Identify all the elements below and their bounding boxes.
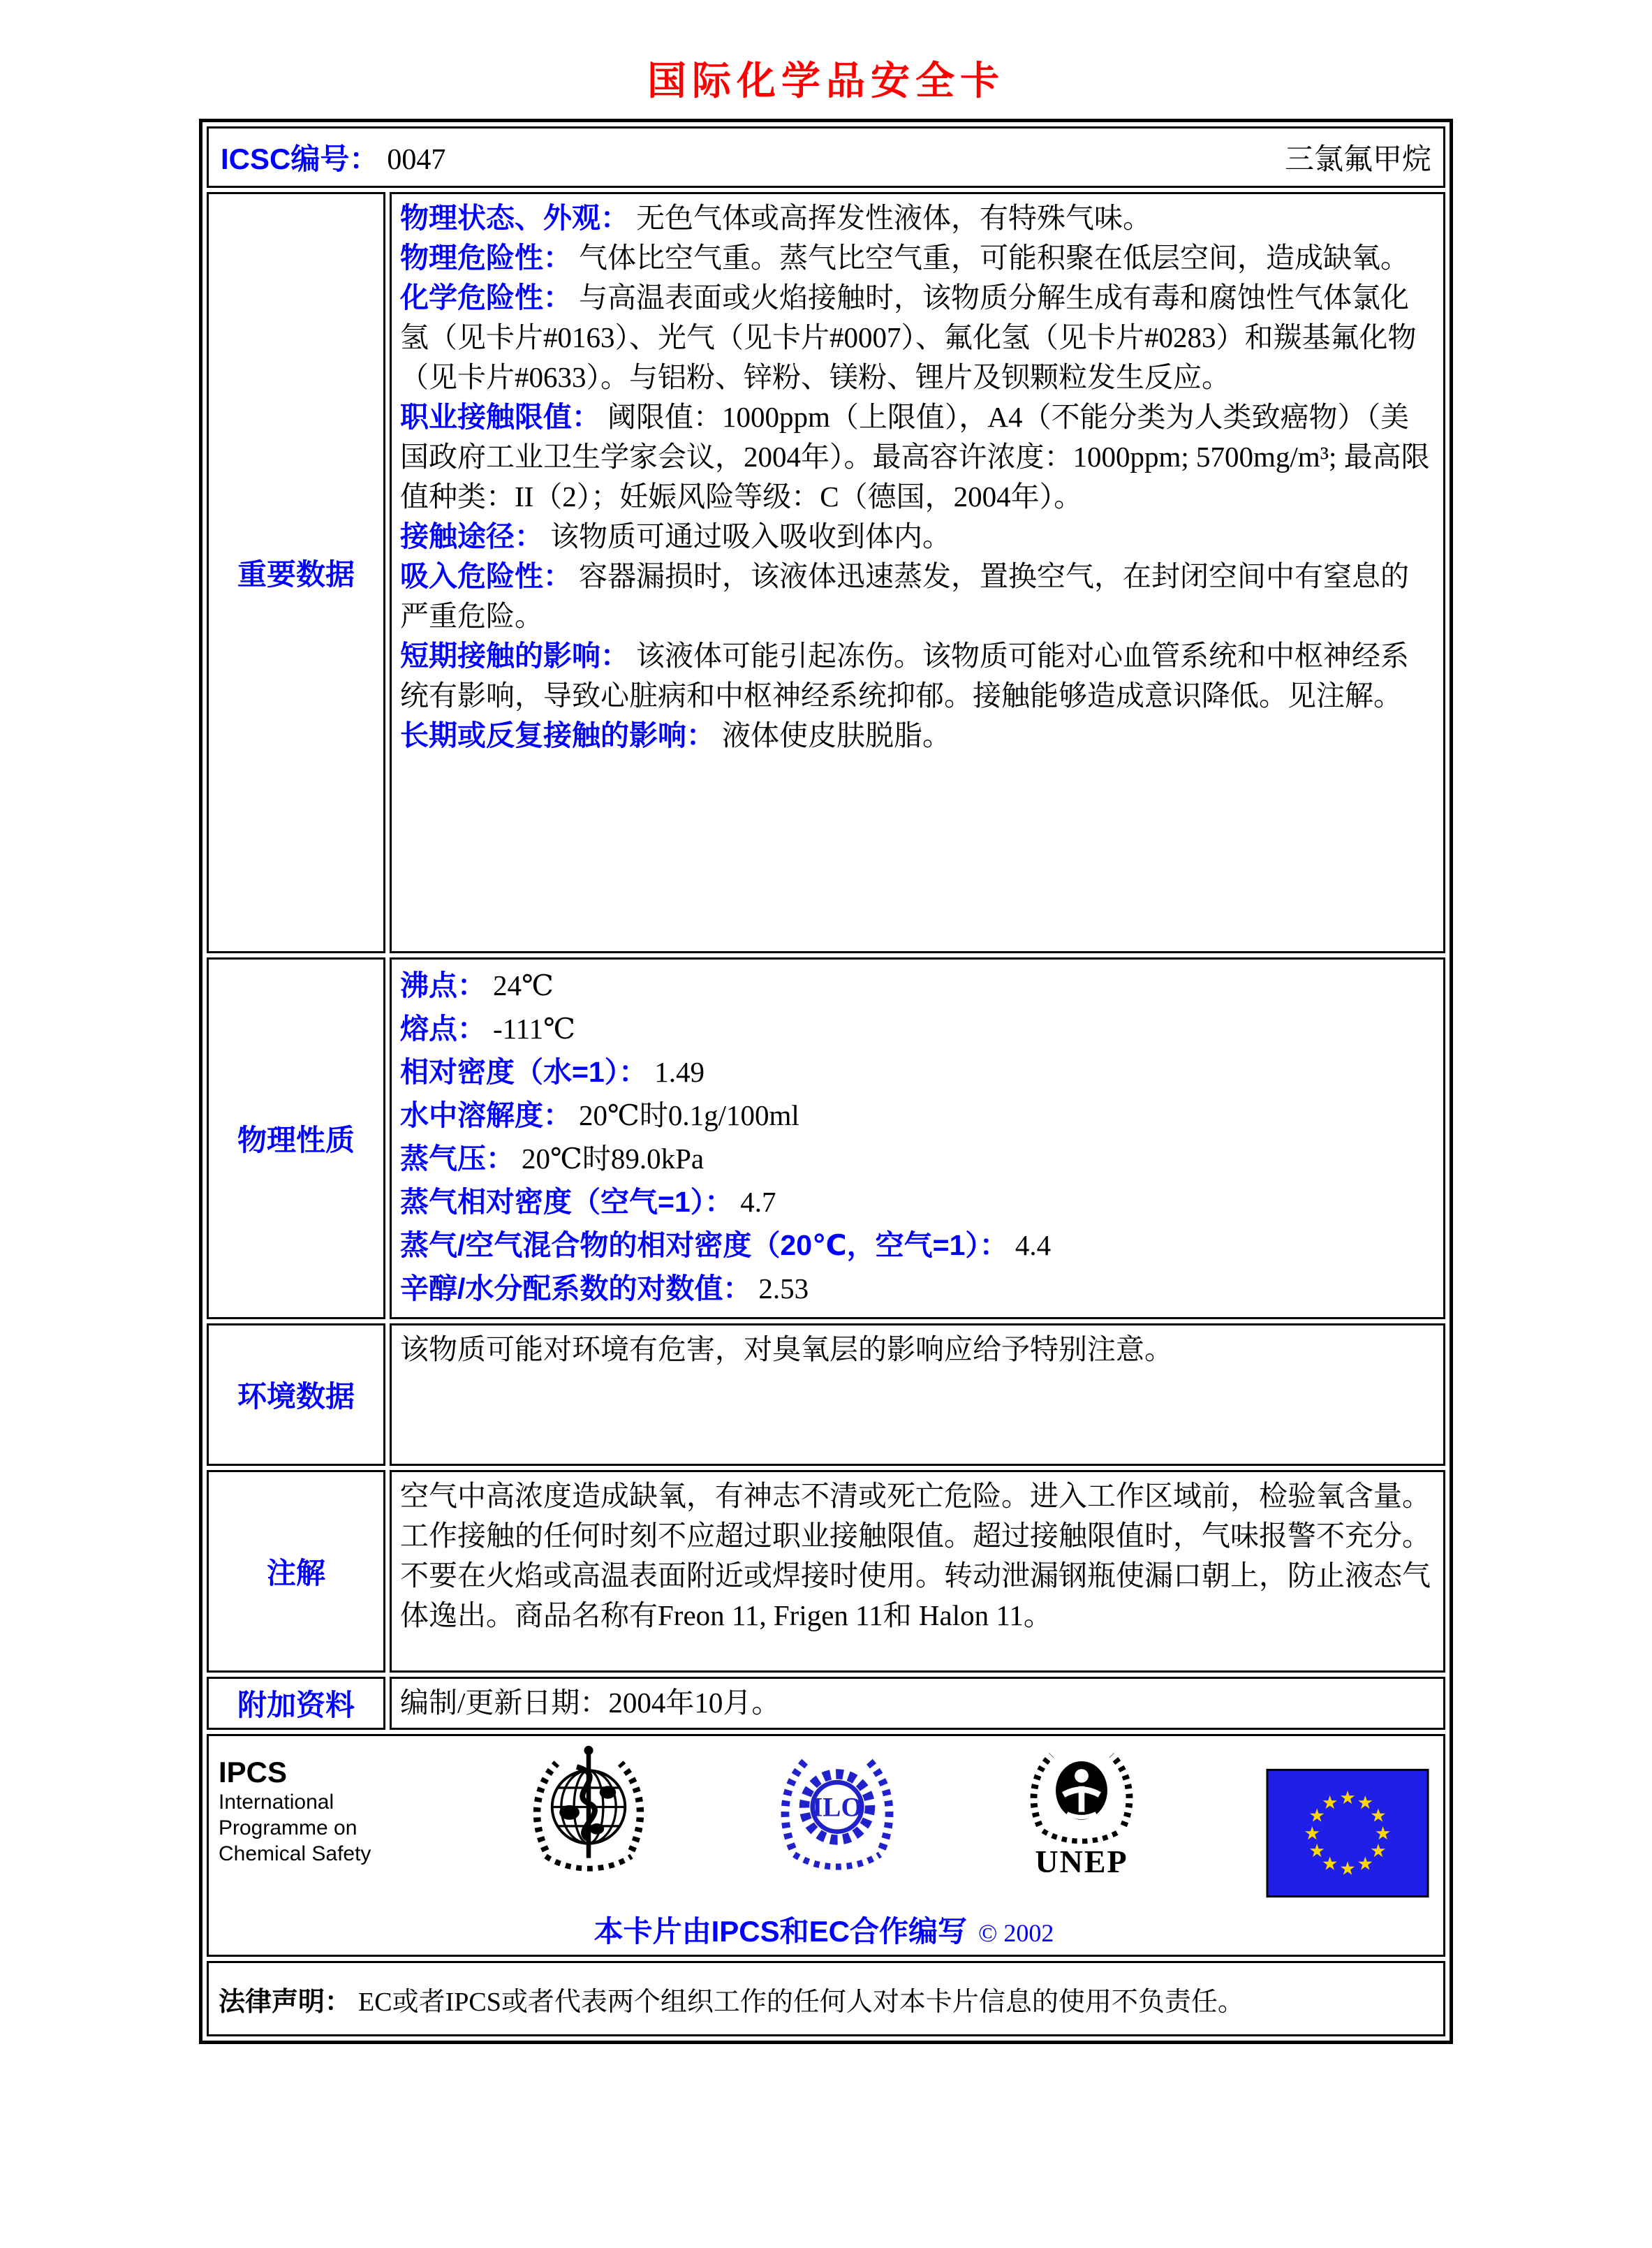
footer-caption-text: 本卡片由IPCS和EC合作编写: [593, 1915, 967, 1948]
svg-text:ILO: ILO: [812, 1792, 862, 1823]
physical-properties-content: [390, 957, 1445, 1319]
icsc-number-group: [221, 136, 445, 178]
entry-chemical-danger: 化学危险性： 与高温表面或火焰接触时，该物质分解生成有毒和腐蚀性气体氯化氢（见卡片#0163）、光气（见卡片#0007）、氟化氢（见卡片#0283）和羰基氟化物（见卡片#0633）。与铝粉、锌粉、镁粉、锂片及钡颗粒发生反应。: [400, 281, 1417, 393]
entry-physical-state: 物理状态、外观： 无色气体或高挥发性液体，有特殊气味。: [400, 202, 1151, 234]
entry-vapor-pressure: 蒸气压： 20℃时89.0kPa: [400, 1143, 705, 1175]
svg-text:★: ★: [1339, 1858, 1356, 1880]
entry-exposure-routes: 接触途径： 该物质可通过吸入吸收到体内。: [400, 520, 951, 552]
logos-row: [207, 1734, 1445, 1957]
ipcs-title: IPCS: [219, 1756, 288, 1788]
header-row: [207, 126, 1445, 188]
footer-copyright: © 2002: [978, 1919, 1054, 1947]
section-label-notes: 注解: [207, 1470, 385, 1673]
section-label-physical-properties: 物理性质: [207, 957, 385, 1319]
ilo-logo-icon: [777, 1743, 897, 1883]
additional-info-content: [390, 1677, 1445, 1730]
svg-text:★: ★: [1308, 1805, 1325, 1827]
entry-vapor-relative-density: 蒸气相对密度（空气=1）： 4.7: [400, 1186, 776, 1218]
svg-text:★: ★: [1370, 1805, 1387, 1827]
page-title: 国际化学品安全卡: [647, 59, 1005, 103]
svg-text:★: ★: [1370, 1841, 1387, 1863]
svg-text:★: ★: [1321, 1853, 1338, 1875]
unep-label: UNEP: [1035, 1844, 1128, 1879]
entry-long-term-effects: 长期或反复接触的影响： 液体使皮肤脱脂。: [400, 719, 951, 751]
legal-text: EC或者IPCS或者代表两个组织工作的任何人对本卡片信息的使用不负责任。: [358, 1987, 1244, 2017]
unep-logo-icon: [1026, 1743, 1137, 1850]
svg-text:★: ★: [1304, 1823, 1321, 1844]
legal-label: 法律声明：: [219, 1987, 352, 2017]
entry-environmental-text: 该物质可能对环境有危害，对臭氧层的影响应给予特别注意。: [400, 1333, 1173, 1365]
legal-row: [207, 1961, 1445, 2036]
legal-statement: [207, 1961, 1445, 2036]
additional-info-row: [207, 1677, 1445, 1730]
who-logo-icon: [529, 1743, 649, 1883]
environmental-data-content: [390, 1323, 1445, 1466]
eu-flag-icon: [1266, 1743, 1429, 1902]
entry-vapor-air-mixture-density: 蒸气/空气混合物的相对密度（20℃，空气=1）： 4.4: [400, 1229, 1052, 1261]
footer-caption: [219, 1909, 1429, 1951]
icsc-number-value: 0047: [387, 144, 446, 176]
section-label-important-data: 重要数据: [207, 192, 385, 953]
ipcs-text-block: IPCS International Programme on Chemical Safety: [219, 1743, 400, 1867]
important-data-content: [390, 192, 1445, 953]
svg-text:★: ★: [1357, 1792, 1374, 1814]
svg-text:★: ★: [1374, 1823, 1392, 1844]
entry-short-term-effects: 短期接触的影响： 该液体可能引起冻伤。该物质可能对心血管系统和中枢神经系统有影响，导致心脏病和中枢神经系统抑郁。接触能够造成意识降低。见注解。: [400, 640, 1409, 712]
entry-melting-point: 熔点： -111℃: [400, 1013, 575, 1045]
icsc-number-label: ICSC编号：: [221, 142, 379, 175]
notes-content: [390, 1470, 1445, 1673]
entry-occupational-limits: 职业接触限值： 阈限值：1000ppm（上限值），A4（不能分类为人类致癌物）（美国政府工业卫生学家会议，2004年）。最高容许浓度：1000ppm; 5700mg/m³; 最高限值种类：II（2）；妊娠风险等级：C（德国，2004年）。: [400, 401, 1430, 513]
entry-octanol-water-coefficient: 辛醇/水分配系数的对数值： 2.53: [400, 1272, 809, 1305]
svg-text:★: ★: [1321, 1792, 1338, 1814]
svg-text:★: ★: [1339, 1788, 1356, 1809]
entry-additional-info-text: 编制/更新日期：2004年10月。: [400, 1687, 781, 1719]
physical-properties-row: [207, 957, 1445, 1319]
entry-physical-danger: 物理危险性： 气体比空气重。蒸气比空气重，可能积聚在低层空间，造成缺氧。: [400, 242, 1409, 274]
safety-card-table: [199, 119, 1453, 2044]
svg-text:★: ★: [1308, 1841, 1325, 1863]
svg-text:★: ★: [1357, 1853, 1374, 1875]
entry-relative-density: 相对密度（水=1）： 1.49: [400, 1056, 705, 1088]
section-label-additional-info: 附加资料: [207, 1677, 385, 1730]
important-data-row: [207, 192, 1445, 953]
section-label-environmental-data: 环境数据: [207, 1323, 385, 1466]
notes-row: [207, 1470, 1445, 1673]
environmental-data-row: [207, 1323, 1445, 1466]
entry-inhalation-risk: 吸入危险性： 容器漏损时，该液体迅速蒸发，置换空气，在封闭空间中有窒息的严重危险。: [400, 560, 1409, 632]
entry-water-solubility: 水中溶解度： 20℃时0.1g/100ml: [400, 1099, 799, 1131]
entry-boiling-point: 沸点： 24℃: [400, 969, 554, 1001]
unep-logo-block: [1026, 1743, 1137, 1878]
chemical-name: 三氯氟甲烷: [1284, 144, 1431, 176]
entry-notes-text: 空气中高浓度造成缺氧，有神志不清或死亡危险。进入工作区域前，检验氧含量。工作接触的任何时刻不应超过职业接触限值。超过接触限值时，气味报警不充分。不要在火焰或高温表面附近或焊接时使用。转动泄漏钢瓶使漏口朝上，防止液态气体逸出。商品名称有Freon 11, Frigen 11和 Halon 11。: [400, 1480, 1431, 1631]
